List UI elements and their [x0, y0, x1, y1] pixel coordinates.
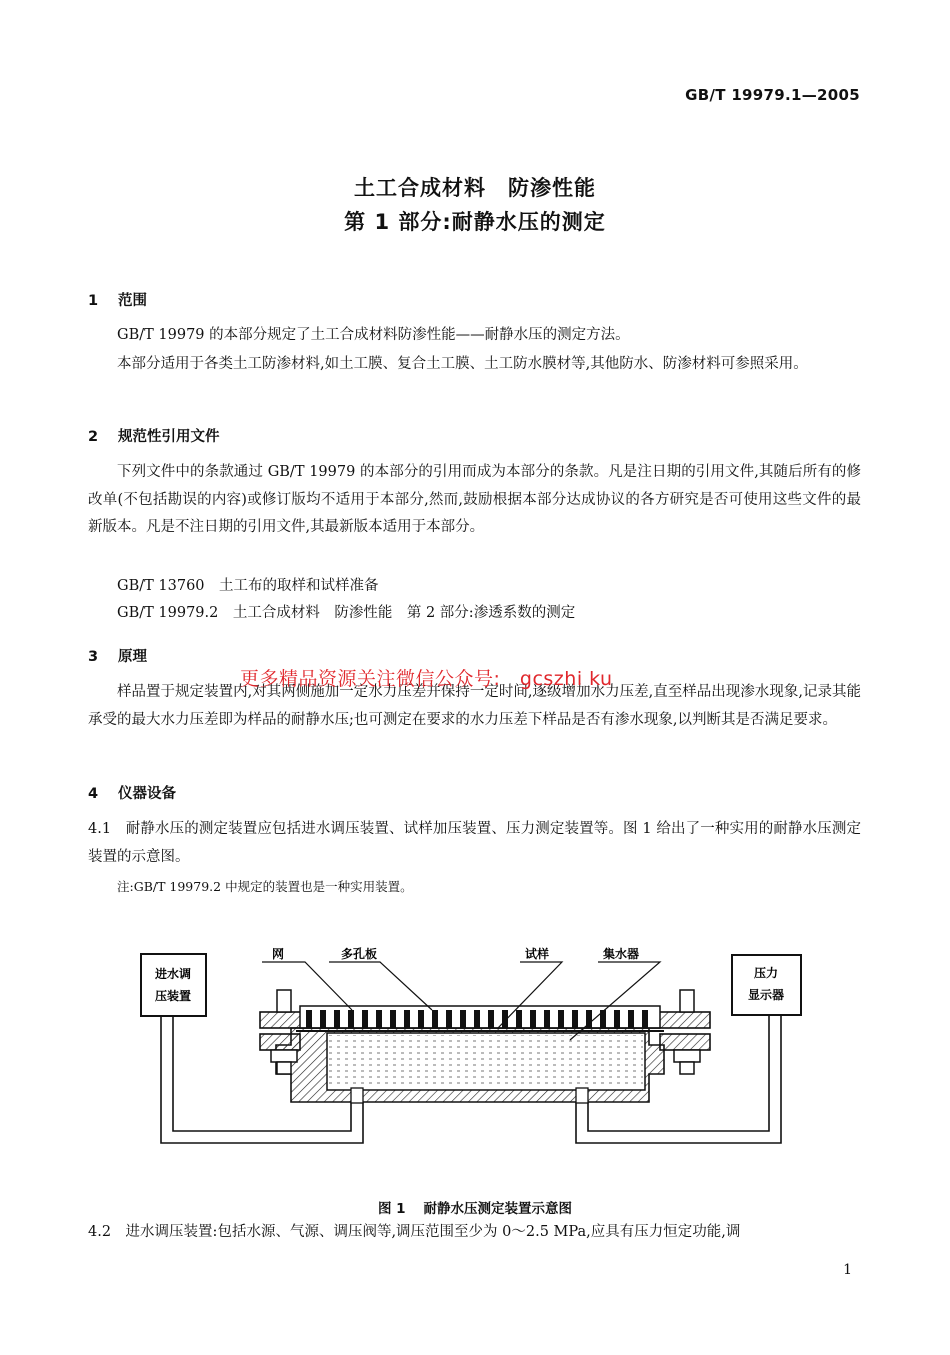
watermark-text: 更多精品资源关注微信公众号: gcszhi ku: [240, 668, 613, 690]
plate-slot: [306, 1010, 312, 1028]
left-box-label-1: 进水调: [154, 967, 192, 981]
figure-caption: 图 1 耐静水压测定装置示意图: [377, 1201, 573, 1217]
inlet-port: [351, 1088, 363, 1103]
right-box-label-2: 显示器: [747, 988, 785, 1002]
plate-slot: [418, 1010, 424, 1028]
plate-slot: [544, 1010, 550, 1028]
plate-slot: [320, 1010, 326, 1028]
pressure-regulator-box: [141, 954, 206, 1016]
plate-slot: [628, 1010, 634, 1028]
plate-slot: [488, 1010, 494, 1028]
clause-4-2: 4.2 进水调压装置:包括水源、气源、调压阀等,调压范围至少为 0～2.5 MPa,应具有压力恒定功能,调: [88, 1224, 741, 1240]
left-box-label-2: 压装置: [154, 989, 192, 1003]
plate-slot: [642, 1010, 648, 1028]
section-3-para-1: 样品置于规定装置内,对其两侧施加一定水力压差并保持一定时间,逐级增加水力压差,直至样品出现渗水现象,记录其能承受的最大水力压差即为样品的耐静水压;也可测定在要求的水力压差下样品是否有渗水现象,以判断其是否满足要求。: [88, 684, 861, 728]
right-bolt: [674, 990, 700, 1074]
label-collector: 集水器: [603, 947, 640, 961]
plate-slot: [390, 1010, 396, 1028]
plate-slot: [432, 1010, 438, 1028]
clause-4-1: 4.1 耐静水压的测定装置应包括进水调压装置、试样加压装置、压力测定装置等。图 1 给出了一种实用的耐静水压测定装置的示意图。: [88, 821, 861, 865]
section-4-heading: 4 仪器设备: [88, 786, 176, 802]
plate-slot: [348, 1010, 354, 1028]
plate-slot: [474, 1010, 480, 1028]
plate-slot: [614, 1010, 620, 1028]
plate-slot: [362, 1010, 368, 1028]
plate-slot: [460, 1010, 466, 1028]
section-1-para-1: GB/T 19979 的本部分规定了土工合成材料防渗性能——耐静水压的测定方法。: [117, 327, 630, 343]
section-3-heading: 3 原理: [88, 649, 147, 665]
lower-flange-right: [660, 1034, 710, 1050]
page-number: 1: [843, 1262, 852, 1278]
standard-code: GB/T 19979.1—2005: [685, 86, 860, 104]
plate-slot: [558, 1010, 564, 1028]
plate-slot: [404, 1010, 410, 1028]
plate-slot: [572, 1010, 578, 1028]
water-fill: [329, 1035, 643, 1088]
label-plate: 多孔板: [341, 947, 378, 961]
reference-2: GB/T 19979.2 土工合成材料 防渗性能 第 2 部分:渗透系数的测定: [117, 605, 576, 621]
note-text: 注:GB/T 19979.2 中规定的装置也是一种实用装置。: [117, 879, 413, 894]
plate-slot: [516, 1010, 522, 1028]
pressure-display-box: [732, 955, 801, 1015]
reference-1: GB/T 13760 土工布的取样和试样准备: [117, 578, 379, 594]
doc-title-line2: 第 1 部分:耐静水压的测定: [344, 210, 606, 234]
plate-slot: [334, 1010, 340, 1028]
plate-slot: [530, 1010, 536, 1028]
section-1-heading: 1 范围: [88, 293, 147, 309]
doc-title-line1: 土工合成材料 防渗性能: [354, 176, 596, 200]
label-mesh: 网: [272, 947, 285, 961]
label-sample: 试样: [525, 947, 550, 961]
right-box-label-1: 压力: [753, 966, 779, 980]
section-2-para-1: 下列文件中的条款通过 GB/T 19979 的本部分的引用而成为本部分的条款。凡是注日期的引用文件,其随后所有的修改单(不包括勘误的内容)或修订版均不适用于本部分,然而,鼓励根据本部分达成协议的各方研究是否可使用这些文件的最新版本。凡是不注日期的引用文件,其最新版本适用于本部分。: [88, 464, 861, 535]
plate-slot: [446, 1010, 452, 1028]
outlet-port: [576, 1088, 588, 1103]
section-2-heading: 2 规范性引用文件: [88, 429, 220, 445]
section-1-para-2: 本部分适用于各类土工防渗材料,如土工膜、复合土工膜、土工防水膜材等,其他防水、防渗材料可参照采用。: [117, 356, 808, 372]
plate-slot: [376, 1010, 382, 1028]
lower-flange-left: [260, 1034, 300, 1050]
